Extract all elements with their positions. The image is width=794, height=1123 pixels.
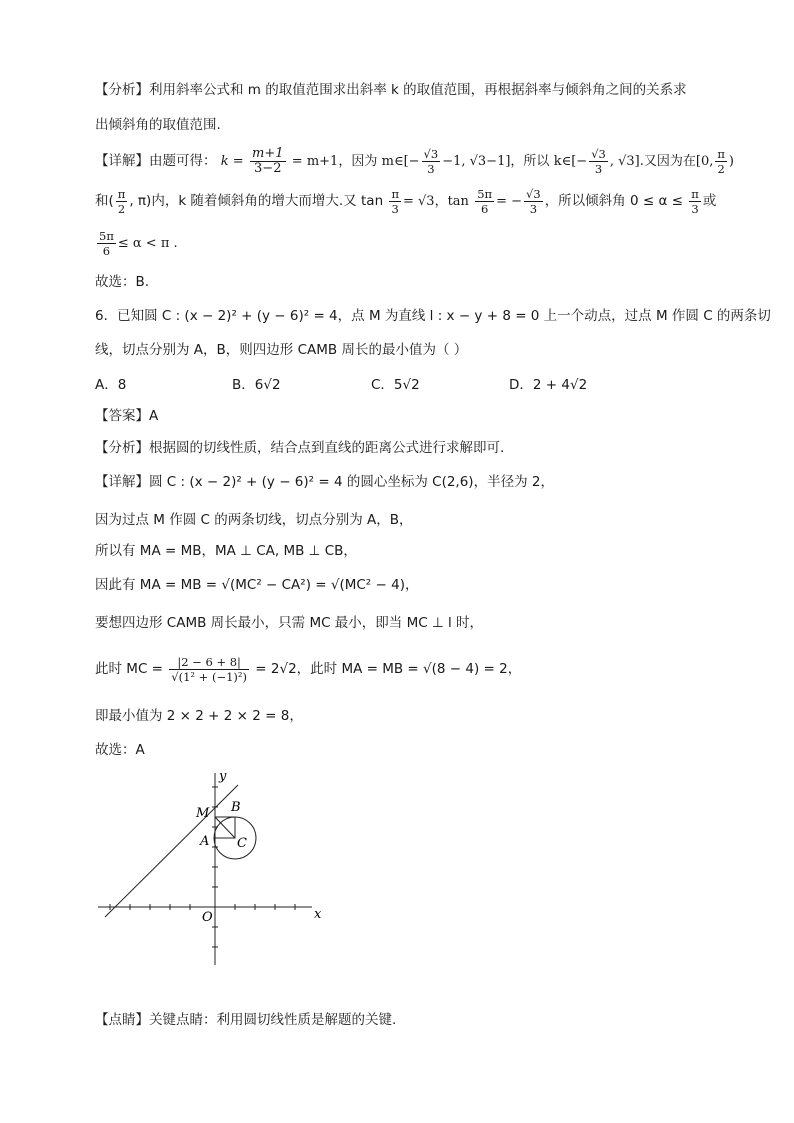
frac-den: 6 <box>481 201 489 216</box>
frac-den: 3 <box>427 161 435 176</box>
line2-b: , π)内，k 随着倾斜角的增大而增大.又 tan <box>129 193 384 209</box>
frac-den: 3 <box>594 161 603 176</box>
label-o: O <box>202 910 213 925</box>
frac-den: √(1² + (−1)²) <box>171 669 247 684</box>
option-c: C．5√2 <box>371 377 420 393</box>
frac-den: 3 <box>529 201 538 216</box>
frac-num: √3 <box>423 146 439 161</box>
comment: 【点睛】关键点睛：利用圆切线性质是解题的关键. <box>95 1012 397 1028</box>
detail1-tag: 【详解】 <box>95 153 149 169</box>
analysis1-line1 <box>95 80 687 100</box>
frac-pi-2b <box>116 187 128 216</box>
line6-b: = 2√2，此时 MA = MB = √(8 − 4) = 2， <box>255 661 522 677</box>
frac-num: 5π <box>99 228 114 243</box>
k-range-end: , √3].又因为在[0, <box>609 154 714 169</box>
detail2-line7: 即最小值为 2 × 2 + 2 × 2 = 8， <box>95 708 303 724</box>
geometry-figure <box>90 765 330 975</box>
frac-distance <box>169 655 249 684</box>
frac-den: 2 <box>717 161 725 176</box>
line2-c: ，所以倾斜角 0 ≤ α ≤ <box>544 193 683 209</box>
frac-den: 6 <box>102 243 111 258</box>
answer-tag: 【答案】A <box>95 408 159 424</box>
eq-neg: = − <box>496 194 523 209</box>
detail2-line2: 因为过点 M 作圆 C 的两条切线，切点分别为 A，B， <box>95 512 413 528</box>
option-a: A．8 <box>95 377 127 393</box>
frac-den: 3 <box>691 201 699 216</box>
eq-m1: = m+1，因为 <box>291 154 378 169</box>
close-paren: ) <box>728 154 734 169</box>
q6-line1: 6．已知圆 C : (x − 2)² + (y − 6)² = 4，点 M 为直线 l : x − y + 8 = 0 上一个动点，过点 M 作圆 C 的两条切 <box>95 308 771 324</box>
frac-sqrt3-c <box>524 187 543 216</box>
frac-num: 5π <box>477 186 493 201</box>
analysis1-text1: 利用斜率公式和 m 的取值范围求出斜率 k 的取值范围，再根据斜率与倾斜角之间的关系求 <box>149 82 687 98</box>
frac-m <box>250 147 286 176</box>
frac-num: π <box>717 146 725 161</box>
frac-num: √3 <box>591 146 606 161</box>
detail2-line6 <box>95 652 521 686</box>
or-text: 或 <box>702 193 717 209</box>
frac-num: √3 <box>526 186 541 201</box>
label-b: B <box>231 800 241 815</box>
k-eq: k = <box>220 154 244 169</box>
answer1: 故选：B. <box>95 274 150 290</box>
frac-den: 3 <box>391 201 399 216</box>
analysis1-tag: 【分析】 <box>95 82 149 98</box>
analysis1-line2: 出倾斜角的取值范围. <box>95 117 221 133</box>
detail2-line1: 【详解】圆 C : (x − 2)² + (y − 6)² = 4 的圆心坐标为 C(2,6)，半径为 2， <box>95 474 554 490</box>
k-range: k∈[− <box>553 154 588 169</box>
frac-den: 2 <box>117 201 126 216</box>
q6-line2: 线，切点分别为 A，B，则四边形 CAMB 周长的最小值为（ ） <box>95 342 468 358</box>
frac-m-den: 3−2 <box>254 160 282 176</box>
detail1-line2 <box>95 186 716 217</box>
label-c: C <box>237 836 247 851</box>
detail1-line1 <box>95 146 734 177</box>
m-range: m∈[− <box>381 154 420 169</box>
label-m: M <box>196 806 210 821</box>
label-x: x <box>314 907 322 922</box>
line6-a: 此时 MC = <box>95 661 163 677</box>
option-b: B．6√2 <box>232 377 281 393</box>
detail2-line3: 所以有 MA = MB，MA ⊥ CA, MB ⊥ CB， <box>95 543 357 559</box>
label-a: A <box>200 834 210 849</box>
frac-m-num: m+1 <box>252 145 284 161</box>
frac-pi-2 <box>715 147 727 176</box>
frac-sqrt3-a <box>422 147 441 176</box>
frac-num: π <box>117 186 126 201</box>
frac-pi-3b <box>689 187 701 216</box>
option-d: D．2 + 4√2 <box>509 377 588 393</box>
detail2-line4: 因此有 MA = MB = √(MC² − CA²) = √(MC² − 4)， <box>95 577 419 593</box>
frac-5pi-6b <box>97 229 116 258</box>
detail2-line5: 要想四边形 CAMB 周长最小，只需 MC 最小，即当 MC ⊥ l 时， <box>95 615 484 631</box>
label-y: y <box>219 769 227 784</box>
frac-pi-3 <box>389 187 401 216</box>
detail1-line3 <box>95 228 178 259</box>
analysis2: 【分析】根据圆的切线性质，结合点到直线的距离公式进行求解即可. <box>95 440 505 456</box>
line3-tail: ≤ α < π . <box>117 236 178 251</box>
frac-num: |2 − 6 + 8| <box>169 655 249 670</box>
m-range-end: −1, √3−1]，所以 <box>442 154 550 169</box>
line2-a: 和( <box>95 193 114 209</box>
eq-sqrt3: = √3，tan <box>403 194 469 209</box>
detail2-line8: 故选：A <box>95 742 145 758</box>
detail1-intro: 由题可得： <box>149 153 217 169</box>
frac-sqrt3-b <box>589 147 608 176</box>
frac-5pi-6 <box>475 187 494 216</box>
frac-num: π <box>691 186 699 201</box>
frac-num: π <box>391 186 399 201</box>
